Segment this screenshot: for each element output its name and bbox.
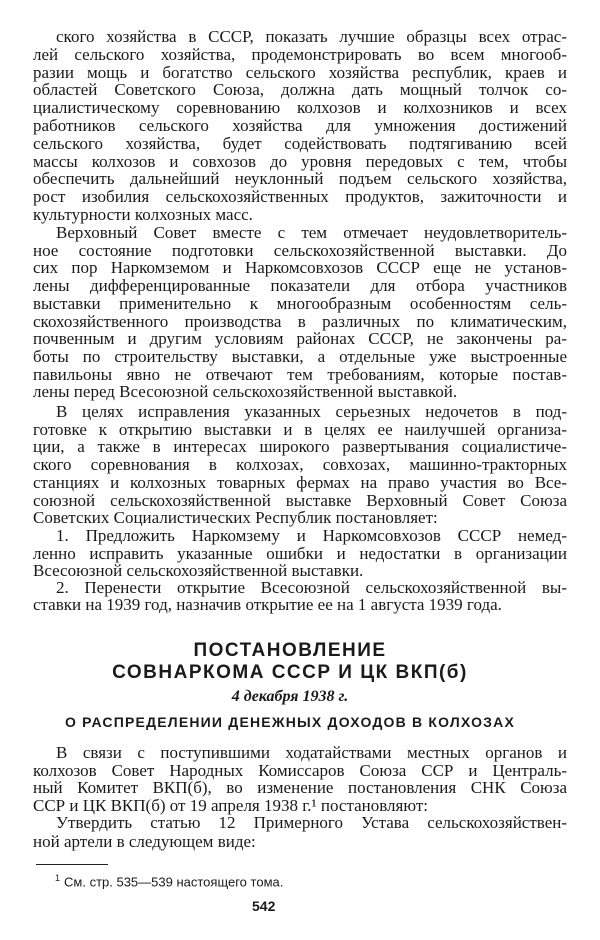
text-line: культурности колхозных масс. [33,205,253,224]
text-line: ского хозяйства в СССР, показать лучшие образцы всех отрас- [56,27,567,46]
text-line: ное состояние подготовки сельскохозяйственной выставки. До [33,240,567,260]
text-line: боты по строительству выставки, а отдельные уже выстроенные [33,346,567,366]
text-line: В связи с поступившими ходатайствами местных органов и [56,743,567,762]
text-line: ной артели в следующем виде: [33,831,256,851]
resolution-title: ПОСТАНОВЛЕНИЕ [193,640,387,661]
text-line: Утвердить статью 12 Примерного Устава сельскохозяйствен- [56,813,567,832]
text-line: ции, а также в интересах широкого развертывания социалистиче- [33,437,567,457]
resolution-issuer: СОВНАРКОМА СССР И ЦК ВКП(б) [112,662,468,683]
text-line: массы колхозов и совхозов до уровня передовых с тем, чтобы [33,151,567,171]
text-line: выставки применительно к многообразным особенностям сель- [33,293,567,313]
text-line: сельского хозяйства, будет содействовать подтягиванию всей [33,133,567,153]
resolution-subject: О РАСПРЕДЕЛЕНИИ ДЕНЕЖНЫХ ДОХОДОВ В КОЛХОЗАХ [64,714,516,730]
text-line: сих пор Наркомземом и Наркомсовхозов СССР еще не установ- [33,258,567,278]
text-line: скохозяйственного производства в различных по климатическим, [33,311,567,331]
text-line: лены дифференцированные показатели для отбора участников [33,276,567,296]
footnote [55,870,283,890]
text-line: рост изобилия сельскохозяйственных продуктов, зажиточности и [33,187,567,207]
text-line: В целях исправления указанных серьезных недочетов в под- [56,402,567,421]
text-line: ского соревнования в колхозах, совхозах, машинно-тракторных [33,455,567,475]
text-line: обеспечить дальнейший неуклонный подъем сельского хозяйства, [33,169,567,189]
text-line: работников сельского хозяйства для умножения достижений [33,116,567,135]
text-line: союзной сельскохозяйственной выставке Верховный Совет Союза [33,490,567,510]
footnote-text: См. стр. 535—539 настоящего тома. [64,874,284,890]
text-line: Советских Социалистических Республик постановляет: [33,508,438,528]
text-line: станциях и колхозных товарных фермах на право участия во Все- [33,472,567,492]
text-line: циалистическому соревнованию колхозов и колхозников и всех [33,98,567,118]
text-line: разии мощь и богатство сельского хозяйства республик, краев и [33,62,567,82]
text-line: колхозов Совет Народных Комиссаров Союза ССР и Централь- [33,760,567,780]
text-line: ленно исправить указанные ошибки и недостатки в организации [33,543,567,563]
page-number: 542 [252,898,276,914]
text-line: областей Советского Союза, должна дать мощный толчок со- [33,80,567,100]
footnote-divider [36,864,108,865]
text-line: павильоны явно не отвечают тем требованиям, которые постав- [33,364,567,384]
text-line: 2. Перенести открытие Всесоюзной сельскохозяйственной вы- [56,578,567,597]
text-line: готовке к открытию выставки и в целях ее наилучшей организа- [33,419,567,439]
text-line: почвенным и другим условиям районах СССР, не закончены ра- [33,329,567,349]
text-line: лены перед Всесоюзной сельскохозяйственной выставкой. [33,382,458,402]
text-line: ставки на 1939 год, назначив открытие ее на 1 августа 1939 года. [33,595,502,615]
text-line: лей сельского хозяйства, продемонстрировать во всем многооб- [33,44,567,64]
resolution-date: 4 декабря 1938 г. [231,688,349,705]
text-line: ССР и ЦК ВКП(б) от 19 апреля 1938 г.¹ постановляют: [33,795,428,815]
text-line: ный Комитет ВКП(б), во изменение постановления СНК Союза [33,778,567,798]
footnote-mark: 1 [55,873,61,883]
text-line: Всесоюзной сельскохозяйственной выставки. [33,561,364,581]
text-line: 1. Предложить Наркомзему и Наркомсовхозов СССР немед- [56,526,567,545]
text-line: Верховный Совет вместе с тем отмечает неудовлетворитель- [56,223,567,242]
